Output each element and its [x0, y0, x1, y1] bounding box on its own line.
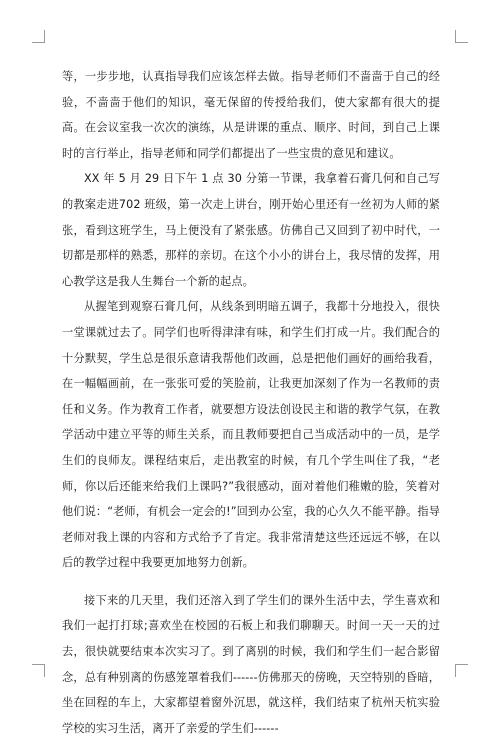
crop-mark-bottom-right	[455, 664, 468, 677]
document-body	[62, 64, 440, 741]
paragraph-farewell: 接下来的几天里，我们还溶入到了学生们的课外生活中去，学生喜欢和我们一起打打球;喜欢坐在校园的石板上和我们聊聊天。时间一天一天的过去，很快就要结束本次实习了。到了离别的时候，我们和学生们一起合影留念，总有种别离的伤感笼罩着我们------仿佛那天的傍晚，天空特别的昏暗，坐在回程的车上，大家都望着窗外沉思，就这样，我们结束了杭州天杭实验学校的实习生活，离开了亲爱的学生们------	[62, 593, 440, 735]
paragraph-guidance: 等，一步步地，认真指导我们应该怎样去做。指导老师们不啬啬于自己的经验，不啬啬于他们的知识，毫无保留的传授给我们，使大家都有很大的提高。在会议室我一次次的演练，从是讲课的重点、顺序、时间，到自己上课时的言行举止，指导老师和同学们都提出了一些宝贵的意见和建议。	[62, 70, 440, 160]
crop-mark-top-right	[455, 30, 468, 43]
paragraph-first-lesson: XX 年 5 月 29 日下午 1 点 30 分第一节课，我拿着石膏几何和自己写的教案走进702 班级，第一次走上讲台，刚开始心里还有一丝初为人师的紧张，看到这班学生，马上便没有了紧张感。仿佛自己又回到了初中时代，一切都是那样的熟悉，那样的亲切。在这个小小的讲台上，我尽情的发挥，用心教学这是我人生舞台一个新的起点。	[62, 172, 440, 288]
crop-mark-bottom-left	[32, 664, 45, 677]
paragraph-gap	[62, 576, 440, 588]
paragraph-teaching-experience: 从握笔到观察石膏几何，从线条到明暗五调子，我都十分地投入，很快一堂课就过去了。同学们也听得津津有味，和学生们打成一片。我们配合的十分默契，学生总是很乐意请我帮他们改画，总是把他们画好的画给我看，在一幅幅画前，在一张张可爱的笑脸前，让我更加深刻了作为一名教师的责任和义务。作为教育工作者，就要想方设法创设民主和谐的教学气氛，在教学活动中建立平等的师生关系，而且教师要把自己当成活动中的一员，是学生们的良师友。课程结束后，走出教室的时候，有几个学生叫住了我，“老师，你以后还能来给我们上课吗?”我很感动，面对着他们稚嫩的脸，笑着对他们说：“老师，有机会一定会的!”回到办公室，我的心久久不能平静。指导老师对我上课的内容和方式给予了肯定。我非常清楚这些还远远不够，在以后的教学过程中我要更加地努力创新。	[62, 300, 440, 570]
crop-mark-top-left	[32, 30, 45, 43]
